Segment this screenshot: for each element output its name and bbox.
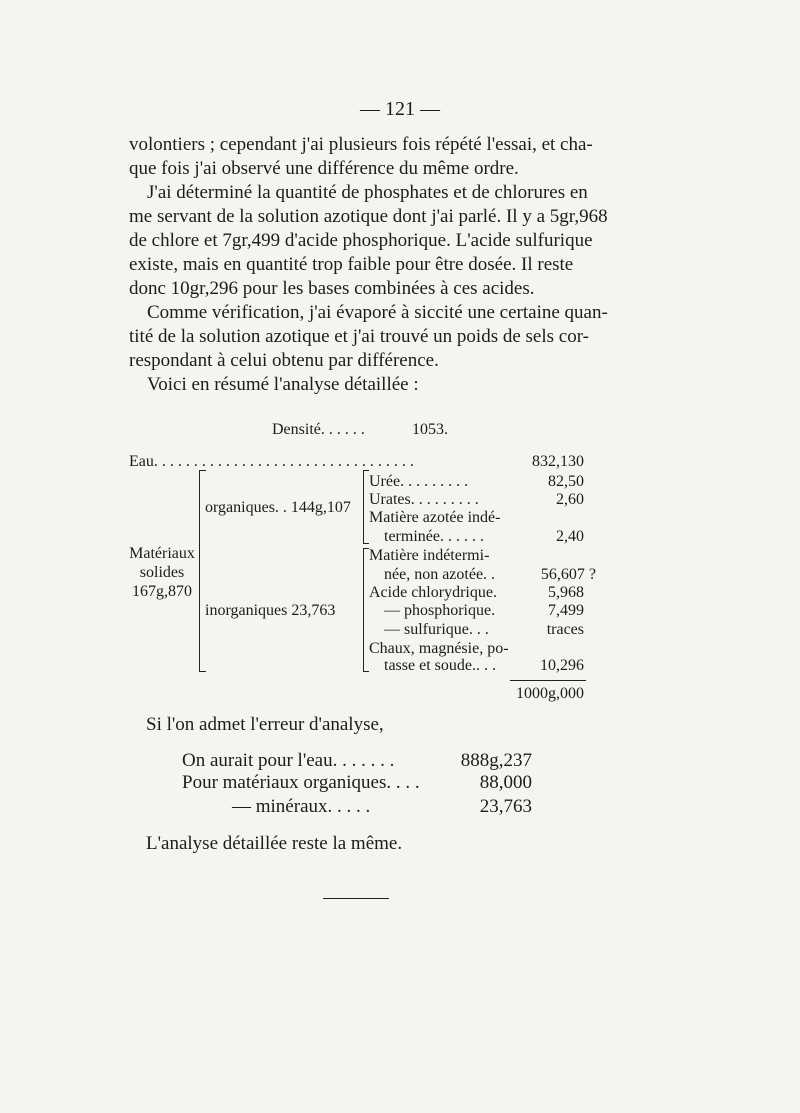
item-label: Acide chlorydrique. [369, 584, 497, 601]
item-label: Urée. . . . . . . . . [369, 473, 469, 490]
item-value: 10,296 [540, 657, 584, 674]
conclusion-text: L'analyse détaillée reste la même. [146, 833, 403, 854]
item-value: 56,607 ? [540, 566, 596, 583]
item-value: 7,499 [548, 602, 584, 619]
item-label: — sulfurique. . . [384, 621, 489, 638]
item-value: 2,40 [556, 528, 584, 545]
text-line: Voici en résumé l'analyse détaillée : [147, 374, 419, 395]
materiaux-label-3: 167g,870 [132, 583, 192, 600]
error-value: 23,763 [479, 796, 532, 817]
total-rule [510, 680, 586, 681]
item-value: 2,60 [556, 491, 584, 508]
inorganiques-label: inorganiques 23,763 [205, 602, 336, 619]
item-label: — phosphorique. [384, 602, 496, 619]
item-value: 82,50 [548, 473, 584, 490]
text-line: J'ai déterminé la quantité de phosphates et de chlorures en [147, 182, 588, 203]
page-number: — 121 — [360, 98, 440, 120]
item-value: traces [546, 621, 584, 638]
eau-label: Eau. . . . . . . . . . . . . . . . . . . . . . . . . . . . . . . . . [129, 453, 414, 470]
item-label: Matière indétermi- [369, 547, 490, 564]
density-value: 1053. [412, 421, 448, 438]
text-line: me servant de la solution azotique dont j'ai parlé. Il y a 5gr,968 [129, 206, 608, 227]
materiaux-label-1: Matériaux [129, 545, 195, 562]
text-line: de chlore et 7gr,499 d'acide phosphorique. L'acide sulfurique [129, 230, 593, 251]
error-label: On aurait pour l'eau. . . . . . . [182, 750, 395, 771]
materiaux-label-2: solides [139, 564, 185, 581]
eau-value: 832,130 [532, 453, 584, 470]
error-label: — minéraux. . . . . [232, 796, 371, 817]
text-line: que fois j'ai observé une différence du même ordre. [129, 158, 519, 179]
text-line: existe, mais en quantité trop faible pour être dosée. Il reste [129, 254, 574, 275]
item-label: terminée. . . . . . [384, 528, 484, 545]
item-label: née, non azotée. . [384, 566, 496, 583]
paragraph-1 [129, 133, 595, 181]
density-label: Densité. . . . . . [272, 421, 365, 438]
paragraph-4 [129, 373, 595, 397]
item-label: Matière azotée indé- [369, 509, 501, 526]
text-line: Comme vérification, j'ai évaporé à siccité une certaine quan- [147, 302, 608, 323]
paragraph-2 [129, 181, 608, 301]
item-label: Chaux, magnésie, po- [369, 640, 509, 657]
item-label: tasse et soude.. . . [384, 657, 496, 674]
paragraph-3 [129, 301, 608, 373]
error-value: 88,000 [479, 772, 532, 793]
text-line: tité de la solution azotique et j'ai trouvé un poids de sels cor- [129, 326, 589, 347]
text-line: volontiers ; cependant j'ai plusieurs fois répété l'essai, et cha- [129, 134, 593, 155]
organiques-label: organiques. . 144g,107 [205, 499, 351, 516]
error-label: Pour matériaux organiques. . . . [182, 772, 420, 793]
text-line: donc 10gr,296 pour les bases combinées à ces acides. [129, 278, 535, 299]
error-intro: Si l'on admet l'erreur d'analyse, [146, 714, 384, 735]
item-label: Urates. . . . . . . . . [369, 491, 479, 508]
item-value: 5,968 [548, 584, 584, 601]
total-value: 1000g,000 [516, 685, 584, 702]
text-line: respondant à celui obtenu par différence. [129, 350, 439, 371]
end-rule [323, 898, 389, 899]
error-value: 888g,237 [460, 750, 532, 771]
